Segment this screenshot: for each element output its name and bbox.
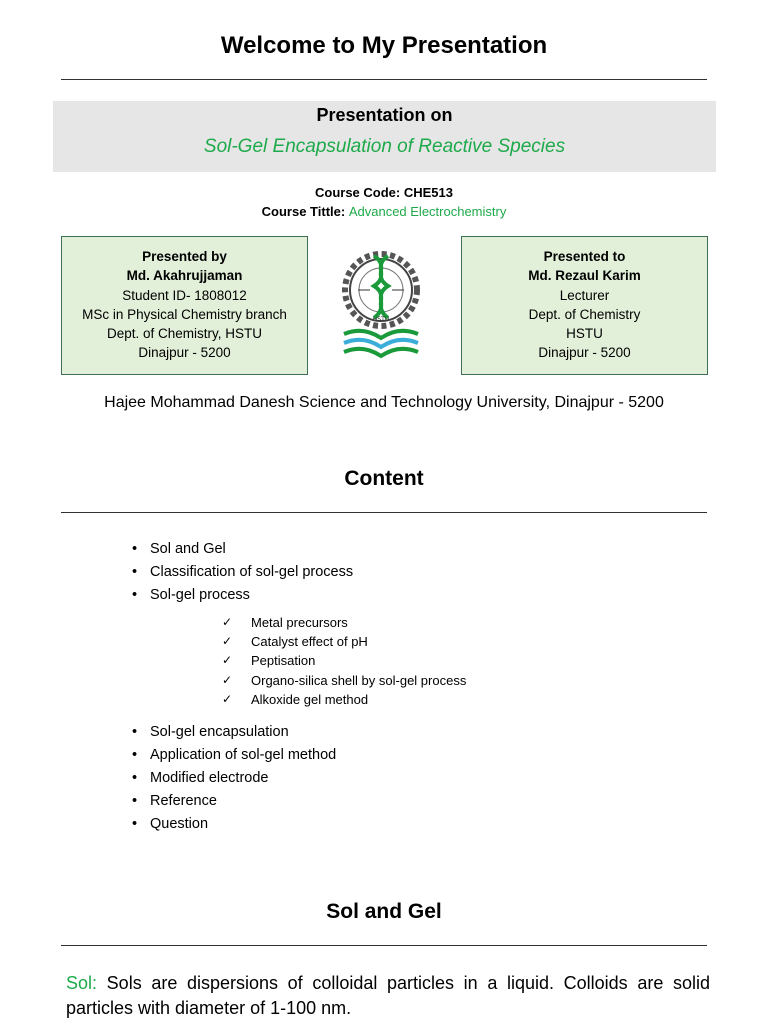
course-code-value: CHE513 [403, 185, 453, 200]
sublist-item [222, 613, 466, 632]
list-item [132, 721, 336, 744]
university-name: Hajee Mohammad Danesh Science and Technology University, Dinajpur - 5200 [104, 394, 664, 411]
sublist-item-label: Metal precursors [251, 615, 348, 630]
title-divider [61, 79, 707, 80]
bullet-icon: • [132, 587, 138, 603]
presenter-line: Student ID- 1808012 [122, 287, 247, 303]
content-heading: Content [344, 467, 424, 490]
bullet-icon: • [132, 816, 138, 832]
university-seal-icon [338, 242, 424, 367]
list-item-label: Reference [150, 793, 217, 809]
presented-by-heading: Presented by [142, 249, 227, 264]
supervisor-line: HSTU [566, 326, 603, 342]
list-item [132, 744, 336, 767]
presenter-line: Dept. of Chemistry, HSTU [106, 326, 263, 342]
checkmark-icon: ✓ [222, 634, 233, 649]
course-code-label: Course Code: [315, 185, 401, 200]
content-sublist [222, 613, 466, 709]
supervisor-line: Lecturer [559, 287, 610, 303]
sublist-item-label: Organo-silica shell by sol-gel process [251, 672, 467, 688]
supervisor-name: Md. Rezaul Karim [528, 268, 641, 284]
list-item-label: Question [150, 816, 209, 832]
sublist-item [222, 632, 466, 651]
presenter-name: Md. Akahrujjaman [126, 268, 243, 284]
supervisor-line: Dinajpur - 5200 [538, 345, 631, 361]
course-code [0, 185, 768, 200]
sublist-item-label: Catalyst effect of pH [251, 634, 368, 650]
content-divider [61, 512, 707, 513]
list-item-label: Sol and Gel [150, 541, 226, 557]
list-item-label: Modified electrode [150, 770, 269, 786]
sol-gel-divider [61, 945, 707, 946]
sublist-item-label: Peptisation [251, 653, 316, 669]
checkmark-icon: ✓ [222, 672, 233, 687]
list-item [132, 767, 336, 790]
presented-to-heading: Presented to [543, 249, 626, 264]
list-item [132, 561, 353, 584]
bullet-icon: • [132, 541, 138, 557]
sol-gel-heading: Sol and Gel [326, 900, 442, 923]
page-title: Welcome to My Presentation [220, 32, 548, 59]
seal-text: HSTU [372, 316, 390, 323]
list-item [132, 790, 336, 813]
banner-topic: Sol-Gel Encapsulation of Reactive Species [203, 136, 566, 157]
sublist-item-label: Alkoxide gel method [251, 691, 369, 707]
list-item [132, 813, 336, 836]
checkmark-icon: ✓ [222, 615, 233, 629]
sol-definition [66, 971, 710, 1021]
content-list-top [132, 538, 353, 607]
presented-by-box [61, 236, 308, 375]
sol-label: Sol: [66, 973, 98, 993]
course-title [0, 204, 768, 219]
bullet-icon: • [132, 747, 138, 763]
list-item [132, 584, 353, 607]
supervisor-line: Dept. of Chemistry [528, 306, 641, 322]
banner-heading: Presentation on [316, 105, 453, 125]
bullet-icon: • [132, 770, 138, 786]
bullet-icon: • [132, 724, 138, 740]
sublist-item [222, 651, 466, 670]
presenter-line: Dinajpur - 5200 [138, 345, 231, 361]
course-title-label: Course Tittle: [261, 204, 346, 219]
content-list-bottom [132, 721, 336, 836]
list-item-label: Classification of sol-gel process [150, 564, 354, 580]
list-item-label: Sol-gel process [150, 587, 250, 603]
sol-text: Sols are dispersions of colloidal particles in a liquid. Colloids are solid particles with diameter of 1-100 nm. [66, 973, 710, 1018]
list-item-label: Application of sol-gel method [150, 747, 337, 763]
presenter-line: MSc in Physical Chemistry branch [82, 306, 287, 322]
bullet-icon: • [132, 564, 138, 580]
list-item [132, 538, 353, 561]
checkmark-icon: ✓ [222, 653, 233, 668]
sublist-item [222, 671, 466, 690]
presented-to-box [461, 236, 708, 375]
list-item-label: Sol-gel encapsulation [150, 724, 289, 740]
sublist-item [222, 690, 466, 709]
course-title-value: Advanced Electrochemistry [348, 204, 507, 219]
checkmark-icon: ✓ [222, 691, 233, 706]
bullet-icon: • [132, 793, 138, 809]
